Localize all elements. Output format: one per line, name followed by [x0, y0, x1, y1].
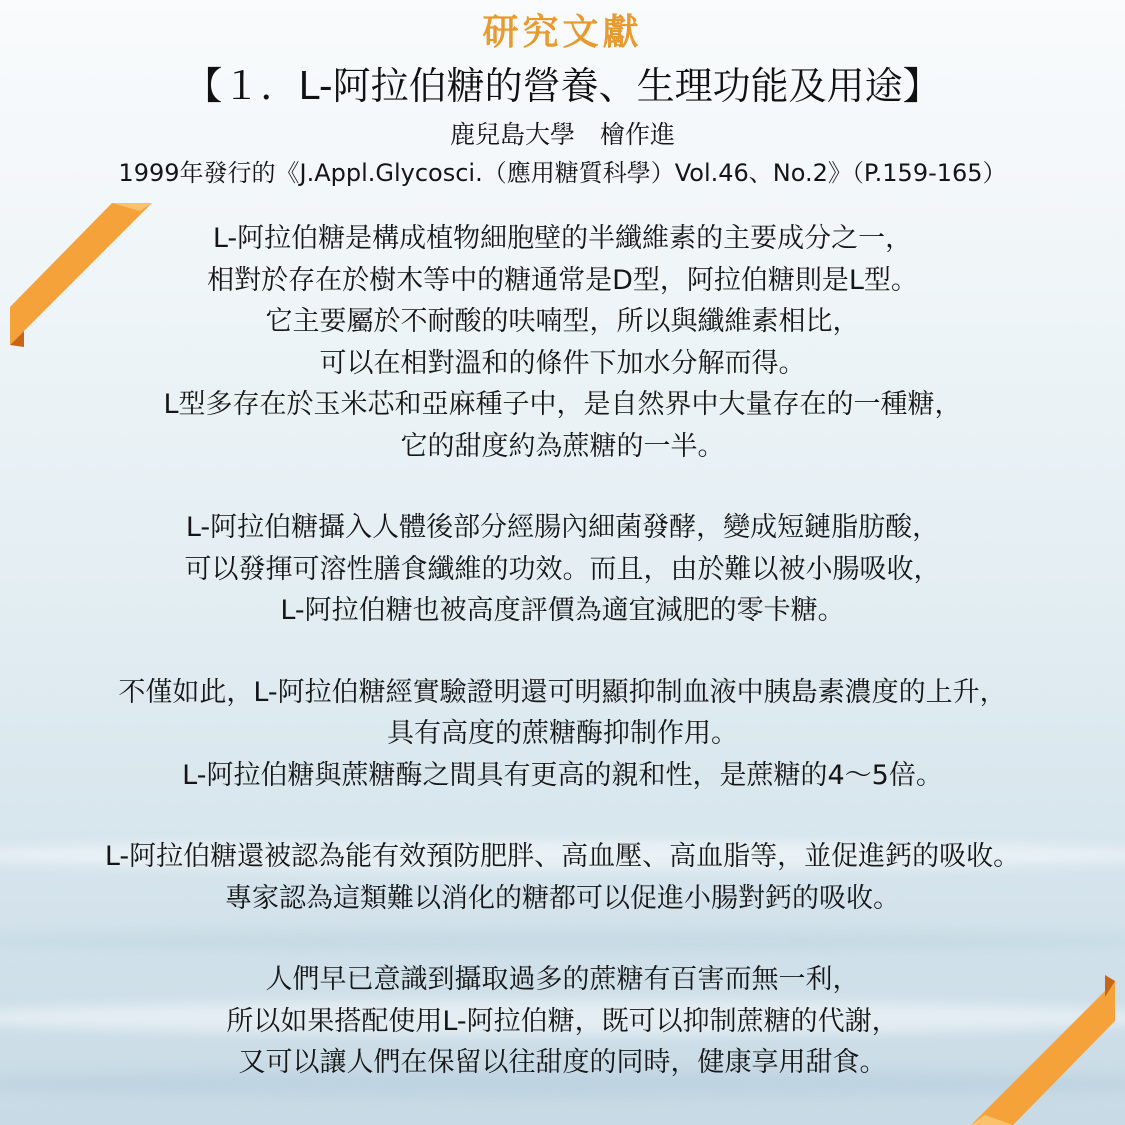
paragraph — [20, 507, 1105, 632]
paragraph-line: 不僅如此，L-阿拉伯糖經實驗證明還可明顯抑制血液中胰島素濃度的上升， — [118, 676, 1007, 708]
paragraph-line: L-阿拉伯糖是構成植物細胞壁的半纖維素的主要成分之一， — [212, 223, 913, 254]
paragraph-line: 它的甜度約為蔗糖的一半。 — [400, 430, 725, 462]
paragraph-line: 它主要屬於不耐酸的呋喃型，所以與纖維素相比， — [265, 306, 860, 337]
source-citation: 1999年發行的《J.Appl.Glycosci.（應用糖質科學）Vol.46、No.2》（P.159-165） — [118, 159, 1007, 187]
section-label: 研究文獻 — [482, 11, 643, 53]
paragraph-line: L-阿拉伯糖與蔗糖酶之間具有更高的親和性，是蔗糖的4～5倍。 — [182, 759, 943, 791]
paragraph-line: 專家認為這類難以消化的糖都可以促進小腸對鈣的吸收。 — [225, 882, 900, 914]
author-line: 鹿兒島大學 檜作進 — [449, 120, 675, 149]
paragraph-line: L-阿拉伯糖攝入人體後部分經腸內細菌發酵，變成短鏈脂肪酸， — [185, 512, 940, 543]
header — [0, 8, 1125, 190]
paragraph-line: L-阿拉伯糖也被高度評價為適宜減肥的零卡糖。 — [280, 595, 845, 626]
paragraph-line: 所以如果搭配使用L-阿拉伯糖，既可以抑制蔗糖的代謝， — [226, 1005, 899, 1037]
paragraph-line: 可以發揮可溶性膳食纖維的功效。而且，由於難以被小腸吸收， — [184, 553, 941, 585]
paragraph-line: 可以在相對溫和的條件下加水分解而得。 — [319, 347, 806, 379]
paragraph — [20, 836, 1105, 919]
paragraph-line: 又可以讓人們在保留以往甜度的同時，健康享用甜食。 — [238, 1047, 887, 1078]
paragraph-line: 具有高度的蔗糖酶抑制作用。 — [387, 718, 738, 749]
article-body — [20, 218, 1105, 1124]
paragraph — [20, 672, 1105, 797]
paragraph — [20, 959, 1105, 1084]
document-title: 【１．L-阿拉伯糖的營養、生理功能及用途】 — [184, 64, 941, 108]
paragraph-line: 相對於存在於樹木等中的糖通常是D型，阿拉伯糖則是L型。 — [207, 264, 918, 296]
paragraph — [20, 218, 1105, 467]
paragraph-line: L型多存在於玉米芯和亞麻種子中，是自然界中大量存在的一種糖， — [163, 389, 962, 420]
paragraph-line: L-阿拉伯糖還被認為能有效預防肥胖、高血壓、高血脂等，並促進鈣的吸收。 — [104, 841, 1021, 872]
paragraph-line: 人們早已意識到攝取過多的蔗糖有百害而無一利， — [265, 964, 860, 995]
